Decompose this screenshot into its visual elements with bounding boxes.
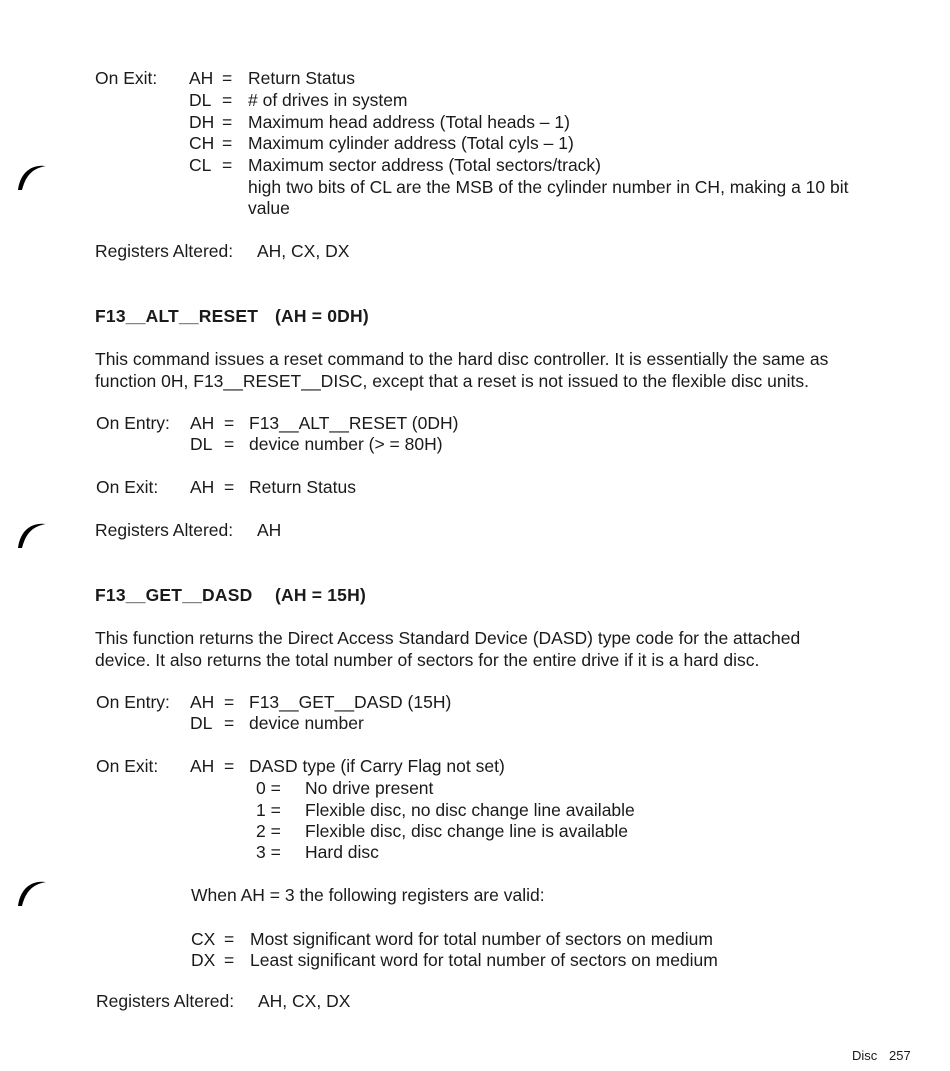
equals-sign: = — [222, 90, 233, 110]
dasd-type-description: Flexible disc, no disc change line available — [305, 800, 635, 820]
on-exit-label: On Exit: — [95, 68, 158, 88]
register-name: DL — [189, 90, 212, 110]
register-value: Maximum head address (Total heads – 1) — [248, 112, 570, 132]
register-value: device number — [249, 713, 364, 733]
register-name: DL — [190, 434, 213, 454]
footer-section: Disc — [852, 1048, 878, 1063]
equals-sign: = — [224, 713, 235, 733]
binding-mark — [16, 518, 48, 550]
dasd-type-number: 2 = — [256, 821, 281, 841]
register-value: Least significant word for total number of sectors on medium — [250, 950, 718, 970]
equals-sign: = — [222, 133, 233, 153]
section-heading: F13__GET__DASD — [95, 585, 253, 605]
dasd-type-description: No drive present — [305, 778, 434, 798]
dasd-type-description: Flexible disc, disc change line is available — [305, 821, 628, 841]
dasd-type-number: 1 = — [256, 800, 281, 820]
condition-text: When AH = 3 the following registers are valid: — [191, 885, 545, 905]
page-number: 257 — [889, 1048, 911, 1063]
dasd-type-description: Hard disc — [305, 842, 379, 862]
section-heading: F13__ALT__RESET — [95, 306, 259, 326]
register-name: CL — [189, 155, 212, 175]
registers-altered-label: Registers Altered: — [95, 520, 234, 540]
paragraph-line: This command issues a reset command to the hard disc controller. It is essentially the same as — [95, 349, 829, 369]
register-name: AH — [189, 68, 214, 88]
on-exit-label: On Exit: — [96, 477, 159, 497]
section-heading-code: (AH = 15H) — [275, 585, 366, 605]
register-value: F13__GET__DASD (15H) — [249, 692, 452, 712]
register-name: AH — [190, 413, 215, 433]
register-value: # of drives in system — [248, 90, 408, 110]
paragraph-line: This function returns the Direct Access Standard Device (DASD) type code for the attached — [95, 628, 801, 648]
note-text: value — [248, 198, 290, 218]
register-value: device number (> = 80H) — [249, 434, 443, 454]
equals-sign: = — [224, 950, 235, 970]
section-heading-code: (AH = 0DH) — [275, 306, 369, 326]
register-name: CH — [189, 133, 215, 153]
registers-altered-value: AH, CX, DX — [258, 991, 351, 1011]
paragraph-line: device. It also returns the total number of sectors for the entire drive if it is a hard disc. — [95, 650, 760, 670]
equals-sign: = — [222, 112, 233, 132]
register-value: Most significant word for total number of sectors on medium — [250, 929, 713, 949]
register-name: DL — [190, 713, 213, 733]
equals-sign: = — [224, 477, 235, 497]
on-entry-label: On Entry: — [96, 413, 170, 433]
on-entry-label: On Entry: — [96, 692, 170, 712]
paragraph-line: function 0H, F13__RESET__DISC, except that a reset is not issued to the flexible disc units. — [95, 371, 809, 391]
registers-altered-value: AH, CX, DX — [257, 241, 350, 261]
equals-sign: = — [224, 929, 235, 949]
register-value: Maximum cylinder address (Total cyls – 1) — [248, 133, 574, 153]
on-exit-label: On Exit: — [96, 756, 159, 776]
registers-altered-value: AH — [257, 520, 282, 540]
register-value: Return Status — [249, 477, 356, 497]
register-value: Return Status — [248, 68, 355, 88]
register-name: AH — [190, 477, 215, 497]
register-value: F13__ALT__RESET (0DH) — [249, 413, 459, 433]
register-name: DX — [191, 950, 216, 970]
binding-mark — [16, 160, 48, 192]
equals-sign: = — [224, 756, 235, 776]
equals-sign: = — [222, 155, 233, 175]
register-name: DH — [189, 112, 215, 132]
equals-sign: = — [222, 68, 233, 88]
registers-altered-label: Registers Altered: — [95, 241, 234, 261]
dasd-type-number: 0 = — [256, 778, 281, 798]
note-text: high two bits of CL are the MSB of the cylinder number in CH, making a 10 bit — [248, 177, 849, 197]
register-name: AH — [190, 692, 215, 712]
equals-sign: = — [224, 413, 235, 433]
registers-altered-label: Registers Altered: — [96, 991, 235, 1011]
register-value: DASD type (if Carry Flag not set) — [249, 756, 505, 776]
register-value: Maximum sector address (Total sectors/track) — [248, 155, 602, 175]
register-name: AH — [190, 756, 215, 776]
equals-sign: = — [224, 434, 235, 454]
binding-mark — [16, 876, 48, 908]
register-name: CX — [191, 929, 216, 949]
dasd-type-number: 3 = — [256, 842, 281, 862]
equals-sign: = — [224, 692, 235, 712]
